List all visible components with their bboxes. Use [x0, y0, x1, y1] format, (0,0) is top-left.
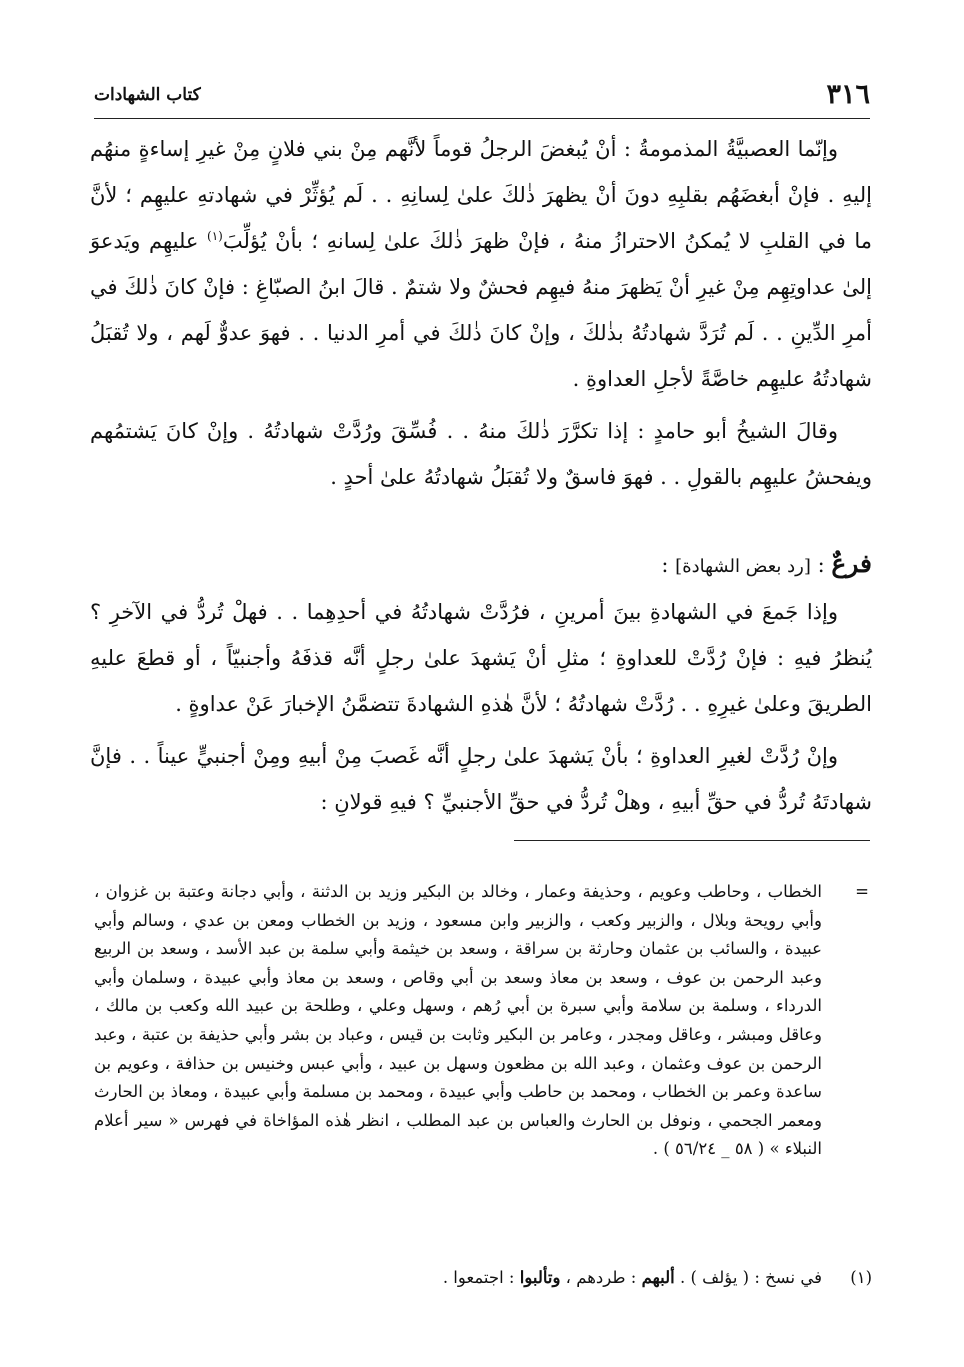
- paragraph-1: [90, 126, 872, 402]
- running-title: كتاب الشهادات: [94, 85, 201, 105]
- footnote-1-term-1: ألبهم: [641, 1268, 675, 1287]
- footnote-1-def-1: : طردهم ،: [560, 1268, 642, 1287]
- main-text: [90, 126, 872, 825]
- footnote-1-def-2: : اجتمعوا .: [442, 1268, 520, 1287]
- page-number: ٣١٦: [826, 79, 870, 110]
- footnote-separator: [514, 840, 870, 841]
- footnote-reference-1: (١): [207, 229, 223, 243]
- section-heading-title: [رد بعض الشهادة]: [675, 556, 811, 577]
- footnote-1-text: [94, 1263, 822, 1293]
- footnote-continuation: [94, 878, 872, 1164]
- paragraph-1-text-b: عليهِم ويَدعوَ إلىٰ عداوتِهِم مِنْ غيرِ أنْ يَظهرَ منهُ فيهِم فحشٌ ولا شتمٌ . قالَ ابنُ الصبّاغِ : فإنْ كانَ ذٰلكَ في أمرِ الدِّينِ . . لَم تُرَدَّ شهادتُهُ بذٰلكَ ، وإنْ كانَ ذٰلكَ في أمرِ الدنيا . . فهوَ عدوٌّ لَهم ، ولا تُقبَلُ شهادتُهُ عليهِم خاصَّةً لأجلِ العداوةِ .: [90, 229, 872, 391]
- continuation-text: الخطاب ، وحاطب وعويم ، وحذيفة وعمار ، وخالد بن البكير وزيد بن الدثنة ، وأبي دجانة وعتبة بن غزوان ، وأبي رويحة وبلال ، والزبير وكعب ، والزبير وابن مسعود ، وزيد بن الخطاب ومعن بن عدي ، وسالم وأبي عبيدة ، والسائب بن عثمان وحارثة بن سراقة ، وسعد بن خيثمة وأبي سلمة بن عبد الأسد ، وسعد بن الربيع وعبد الرحمن بن عوف ، وسعد بن معاذ وسعد بن أبي وقاص ، وسعد بن معاذ وأبي عبيدة ، وسلمان وأبي الدرداء ، وسلمة بن سلامة وأبي سبرة بن أبي رُهم ، وسهل وعلي ، وطلحة بن عبيد الله وكعب بن مالك ، وعاقل ومبشر ، وعاقل ومجدر ، وعامر بن البكير وثابت بن قيس ، وعباد بن بشر وأبي حذيفة بن عتبة ، وعبد الرحمن بن عوف وعثمان ، وعبد الله بن مظعون وسهل بن عبيد ، وأبي عبس وخنيس بن حذافة ، وعويم بن ساعدة وعمر بن الخطاب ، ومحمد بن حاطب وأبي عبيدة ، ومحمد بن مسلمة وأبي عبيدة ، ومعاذ بن الحارث ومعمر الجحمي ، ونوفل بن الحارث والعباس بن عبد المطلب ، انظر هٰذه المؤاخاة في فهرس « سير أعلام النبلاء » ( ٥٨ _ ٥٦/٢٤ ) .: [94, 882, 822, 1159]
- continuation-marker: =: [855, 882, 869, 901]
- page-header: [94, 78, 870, 118]
- paragraph-1-text-a: وإنّما العصبيَّةُ المذمومةُ : أنْ يُبغضَ الرجلُ قوماً لأنَّهم مِنْ بني فلانٍ مِنْ غيرِ إساءةٍ منهُم إليهِ . فإنْ أبغضَهُم بقلبِهِ دونَ أنْ يظهرَ ذٰلكَ علىٰ لِسانِهِ . . لَم يُؤثِّرْ في شهادتهِ عليهِم ؛ لأنَّ ما في القلبِ لا يُمكنُ الاحترازُ منهُ ، فإنْ ظهرَ ذٰلكَ علىٰ لِسانهِ ؛ بأنْ يُؤلِّبَ: [90, 137, 872, 253]
- footnote-1-lead: في نسخ : ( يؤلف ) .: [674, 1268, 822, 1287]
- section-heading: [90, 544, 872, 587]
- footnote-1-number: (١): [850, 1268, 872, 1287]
- footnote-1-term-2: وتألبوا: [519, 1268, 561, 1287]
- footnote-1: [94, 1263, 872, 1293]
- section-heading-word: فرعٌ: [831, 549, 872, 578]
- section-heading-colon: :: [810, 553, 832, 577]
- paragraph-3: وإذا جَمعَ في الشهادةِ بينَ أمرينِ ، فرُدَّتْ شهادتُهُ في أحدِهِما . . فهلْ تُردُّ في الآخرِ ؟ يُنظرُ فيهِ : فإنْ رُدَّتْ للعداوةِ ؛ مثلِ أنْ يَشهدَ علىٰ رجلٍ أنَّه قذفَهُ وأجنبيّاً ، أو قطعَ عليهِ الطريقَ وعلىٰ غيرِهِ . . رُدَّتْ شهادتُهُ ؛ لأنَّ هٰذهِ الشهادةَ تتضمَّنُ الإخبارَ عَنْ عداوةٍ .: [90, 600, 872, 716]
- paragraph-4: وإنْ رُدَّتْ لغيرِ العداوةِ ؛ بأنْ يَشهدَ علىٰ رجلٍ أنَّه غَصبَ مِنْ أبيهِ ومِنْ أجنبيٍّ عيناً . . فإنَّ شهادتَهُ تُردُّ في حقِّ أبيهِ ، وهلْ تُردُّ في حقِّ الأجنبيِّ ؟ فيهِ قولانِ :: [90, 744, 872, 814]
- header-rule: [94, 118, 870, 119]
- section-heading-end: :: [661, 553, 676, 577]
- paragraph-2: وقالَ الشيخُ أبو حامدٍ : إذا تكرَّرَ ذٰلكَ منهُ . . فُسِّقَ ورُدَّتْ شهادتُهُ . وإنْ كانَ يَشتمُهم ويفحشُ عليهِم بالقولِ . . فهوَ فاسقٌ ولا تُقبَلُ شهادتُهُ علىٰ أحدٍ .: [90, 419, 872, 489]
